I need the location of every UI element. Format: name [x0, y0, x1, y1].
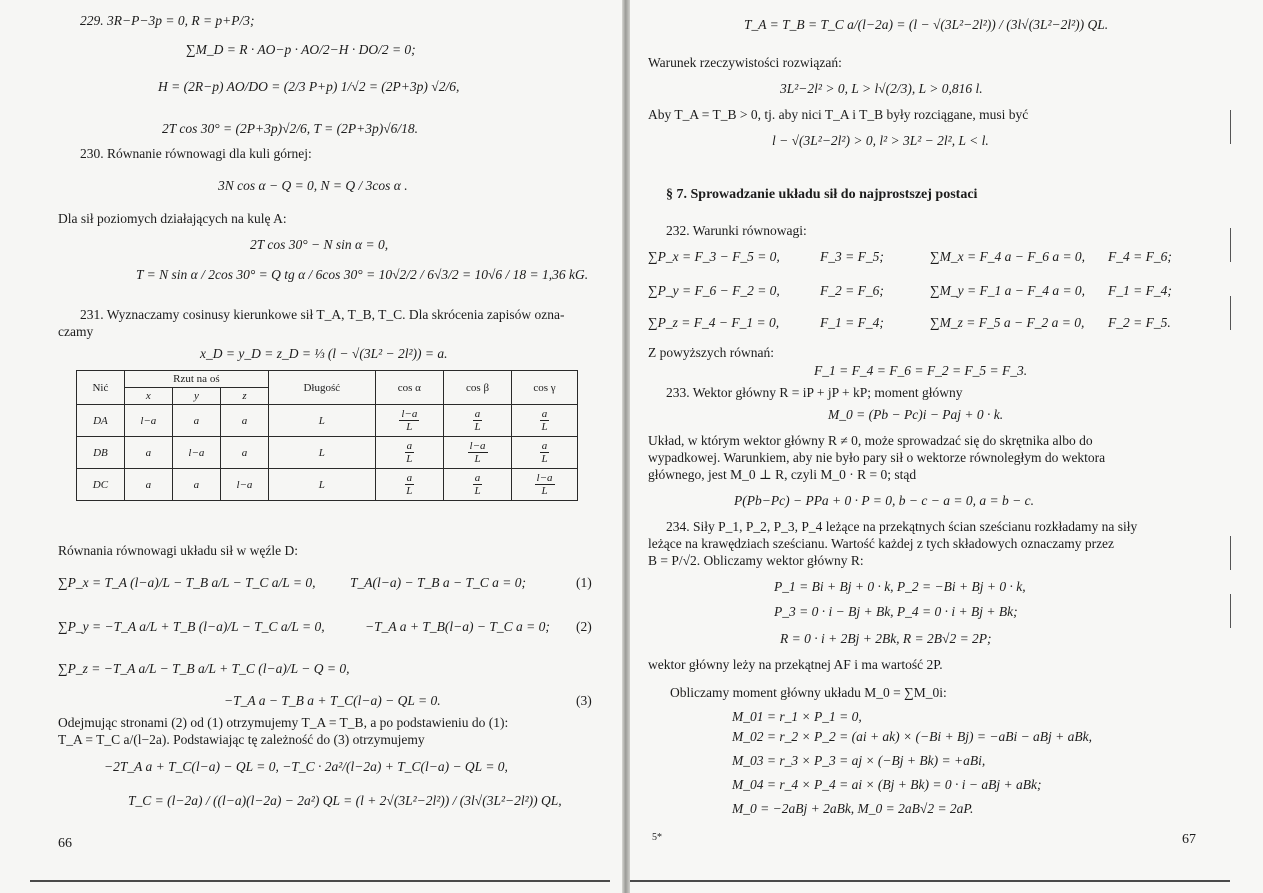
subtract-line3: −2T_A a + T_C(l−a) − QL = 0, −T_C · 2a²/(l−2a) + T_C(l−a) − QL = 0, — [104, 759, 508, 774]
p231-line3: x_D = y_D = z_D = ⅓ (l − √(3L² − 2l²)) = a. — [200, 346, 448, 361]
cell-cos-beta: $\frac{a}{L}$ — [444, 469, 512, 501]
cell-cos-gamma: $\frac{a}{L}$ — [512, 437, 578, 469]
p229-line1: 229. 3R−P−3p = 0, R = p+P/3; — [80, 13, 255, 28]
margin-mark — [1230, 536, 1231, 570]
p230-line4: 2T cos 30° − N sin α = 0, — [250, 237, 389, 252]
eq2-b: −T_A a + T_B(l−a) − T_C a = 0; — [365, 619, 550, 634]
margin-mark — [1230, 228, 1231, 262]
p231-line2: czamy — [58, 324, 94, 339]
p233-line6: P(Pb−Pc) − PPa + 0 · P = 0, b − c − a = 0, a = b − c. — [734, 493, 1034, 508]
cell-z: l−a — [220, 469, 268, 501]
p230-line1: 230. Równanie równowagi dla kuli górnej: — [80, 146, 312, 161]
p230-line3: Dla sił poziomych działających na kulę A: — [58, 211, 287, 226]
eq3-number: (3) — [576, 693, 592, 708]
reality-condition: Warunek rzeczywistości rozwiązań: — [648, 55, 842, 70]
book-spine — [622, 0, 630, 893]
cell-cos-alpha: $\frac{l-a}{L}$ — [375, 405, 443, 437]
bottom-rule — [30, 880, 610, 882]
signature-mark: 5* — [652, 832, 662, 843]
cell-nic: DA — [77, 405, 125, 437]
p234-line1: 234. Siły P_1, P_2, P_3, P_4 leżące na przekątnych ścian sześcianu rozkładamy na siły — [666, 519, 1138, 534]
table-row — [77, 437, 578, 469]
cell-y: a — [172, 469, 220, 501]
p233-line5: głównego, jest M_0 ⊥ R, czyli M_0 · R = 0; stąd — [648, 467, 917, 482]
p232-row2-d: F_1 = F_4; — [1108, 283, 1172, 298]
th-rzut: Rzut na oś — [124, 371, 268, 388]
p230-line5: T = N sin α / 2cos 30° = Q tg α / 6cos 30° = 10√2/2 / 6√3/2 = 10√6 / 18 = 1,36 kG. — [136, 267, 589, 282]
p232-row2-c: ∑M_y = F_1 a − F_4 a = 0, — [930, 283, 1086, 298]
section-title: § 7. Sprowadzanie układu sił do najprostszej postaci — [666, 187, 978, 202]
eq3: ∑P_z = −T_A a/L − T_B a/L + T_C (l−a)/L − Q = 0, — [58, 661, 350, 676]
eq1-number: (1) — [576, 575, 592, 590]
p233-line2: M_0 = (Pb − Pc)i − Paj + 0 · k. — [828, 407, 1004, 422]
direction-cosines-table — [76, 370, 578, 501]
subtract-line1: Odejmując stronami (2) od (1) otrzymujemy T_A = T_B, a po podstawieniu do (1): — [58, 715, 509, 730]
p232-row1-c: ∑M_x = F_4 a − F_6 a = 0, — [930, 249, 1086, 264]
page-number-right: 67 — [1182, 832, 1196, 847]
p233-line3: Układ, w którym wektor główny R ≠ 0, może sprowadzać się do skrętnika albo do — [648, 433, 1093, 448]
p232-row3-a: ∑P_z = F_4 − F_1 = 0, — [648, 315, 780, 330]
p234-line2: leżące na krawędziach sześcianu. Wartość każdej z tych składowych oznaczamy przez — [648, 536, 1115, 551]
p229-line2: ∑M_D = R · AO−p · AO/2−H · DO/2 = 0; — [186, 42, 416, 57]
margin-mark — [1230, 594, 1231, 628]
p234-m3: M_03 = r_3 × P_3 = aj × (−Bj + Bk) = +aBi, — [732, 753, 986, 768]
p232-row2-a: ∑P_y = F_6 − F_2 = 0, — [648, 283, 780, 298]
th-nic: Nić — [77, 371, 125, 405]
p234-line4: P_1 = Bi + Bj + 0 · k, P_2 = −Bi + Bj + 0 · k, — [774, 579, 1026, 594]
cell-nic: DC — [77, 469, 125, 501]
page-number-left: 66 — [58, 836, 72, 851]
p234-m2: M_02 = r_2 × P_2 = (ai + ak) × (−Bi + Bj) = −aBi − aBj + aBk, — [732, 729, 1093, 744]
cell-z: a — [220, 437, 268, 469]
eq2: ∑P_y = −T_A a/L + T_B (l−a)/L − T_C a/L = 0, — [58, 619, 325, 634]
p229-line4: 2T cos 30° = (2P+3p)√2/6, T = (2P+3p)√6/18. — [162, 121, 419, 136]
p234-line6: R = 0 · i + 2Bj + 2Bk, R = 2B√2 = 2P; — [780, 631, 992, 646]
p232-result: F_1 = F_4 = F_6 = F_2 = F_5 = F_3. — [814, 363, 1028, 378]
p232-row3-d: F_2 = F_5. — [1108, 315, 1171, 330]
margin-mark — [1230, 296, 1231, 330]
p234-line5: P_3 = 0 · i − Bj + Bk, P_4 = 0 · i + Bj + Bk; — [774, 604, 1018, 619]
tension-condition: Aby T_A = T_B > 0, tj. aby nici T_A i T_B były rozciągane, musi być — [648, 107, 1029, 122]
ta-tb-result: T_A = T_B = T_C a/(l−2a) = (l − √(3L²−2l²)) / (3l√(3L²−2l²)) QL. — [744, 17, 1109, 32]
cell-length: L — [268, 437, 375, 469]
cell-x: l−a — [124, 405, 172, 437]
p232-row3-b: F_1 = F_4; — [820, 315, 884, 330]
p232-title: 232. Warunki równowagi: — [666, 223, 807, 238]
p233-line1: 233. Wektor główny R = iP + jP + kP; moment główny — [666, 385, 963, 400]
cell-cos-gamma: $\frac{l-a}{L}$ — [512, 469, 578, 501]
th-cos-beta: cos β — [444, 371, 512, 405]
p232-row3-c: ∑M_z = F_5 a − F_2 a = 0, — [930, 315, 1085, 330]
th-y: y — [172, 388, 220, 405]
cell-cos-beta: $\frac{l-a}{L}$ — [444, 437, 512, 469]
bottom-rule — [630, 880, 1230, 882]
p234-m1: M_01 = r_1 × P_1 = 0, — [732, 709, 862, 724]
margin-mark — [1230, 110, 1231, 144]
p230-line2: 3N cos α − Q = 0, N = Q / 3cos α . — [218, 178, 408, 193]
reality-condition-eq: 3L²−2l² > 0, L > l√(2/3), L > 0,816 l. — [780, 81, 983, 96]
cell-x: a — [124, 469, 172, 501]
eq1: ∑P_x = T_A (l−a)/L − T_B a/L − T_C a/L = 0, — [58, 575, 316, 590]
cell-z: a — [220, 405, 268, 437]
p234-line7: wektor główny leży na przekątnej AF i ma wartość 2P. — [648, 657, 943, 672]
cell-length: L — [268, 469, 375, 501]
p229-line3: H = (2R−p) AO/DO = (2/3 P+p) 1/√2 = (2P+3p) √2/6, — [158, 79, 460, 94]
table-row — [77, 405, 578, 437]
th-x: x — [124, 388, 172, 405]
eq3-b: −T_A a − T_B a + T_C(l−a) − QL = 0. — [224, 693, 441, 708]
subtract-line4: T_C = (l−2a) / ((l−a)(l−2a) − 2a²) QL = (l + 2√(3L²−2l²)) / (3l√(3L²−2l²)) QL, — [128, 793, 562, 808]
p234-m4: M_04 = r_4 × P_4 = ai × (Bj + Bk) = 0 · i − aBj + aBk; — [732, 777, 1042, 792]
eq2-number: (2) — [576, 619, 592, 634]
p232-row1-d: F_4 = F_6; — [1108, 249, 1172, 264]
equilibrium-title: Równania równowagi układu sił w węźle D: — [58, 543, 298, 558]
cell-nic: DB — [77, 437, 125, 469]
p234-m5: M_0 = −2aBj + 2aBk, M_0 = 2aB√2 = 2aP. — [732, 801, 974, 816]
subtract-line2: T_A = T_C a/(l−2a). Podstawiając tę zależność do (3) otrzymujemy — [58, 732, 425, 747]
right-page — [630, 0, 1263, 893]
cell-cos-beta: $\frac{a}{L}$ — [444, 405, 512, 437]
cell-length: L — [268, 405, 375, 437]
cell-x: a — [124, 437, 172, 469]
th-cos-gamma: cos γ — [512, 371, 578, 405]
th-cos-alpha: cos α — [375, 371, 443, 405]
th-dlugosc: Długość — [268, 371, 375, 405]
tension-condition-eq: l − √(3L²−2l²) > 0, l² > 3L² − 2l², L < l. — [772, 133, 989, 148]
p234-line3: B = P/√2. Obliczamy wektor główny R: — [648, 553, 864, 568]
p233-line4: wypadkowej. Warunkiem, aby nie było pary sił o wektorze równoległym do wektora — [648, 450, 1106, 465]
eq1-b: T_A(l−a) − T_B a − T_C a = 0; — [350, 575, 526, 590]
p234-line8: Obliczamy moment główny układu M_0 = ∑M_0i: — [670, 685, 947, 700]
cell-cos-alpha: $\frac{a}{L}$ — [375, 469, 443, 501]
p232-row1-a: ∑P_x = F_3 − F_5 = 0, — [648, 249, 780, 264]
th-z: z — [220, 388, 268, 405]
left-page — [0, 0, 622, 893]
p232-row2-b: F_2 = F_6; — [820, 283, 884, 298]
p232-z: Z powyższych równań: — [648, 345, 774, 360]
cell-cos-alpha: $\frac{a}{L}$ — [375, 437, 443, 469]
cell-y: l−a — [172, 437, 220, 469]
cell-cos-gamma: $\frac{a}{L}$ — [512, 405, 578, 437]
table-row — [77, 469, 578, 501]
p232-row1-b: F_3 = F_5; — [820, 249, 884, 264]
p231-line1: 231. Wyznaczamy cosinusy kierunkowe sił T_A, T_B, T_C. Dla skrócenia zapisów ozna- — [80, 307, 565, 322]
cell-y: a — [172, 405, 220, 437]
